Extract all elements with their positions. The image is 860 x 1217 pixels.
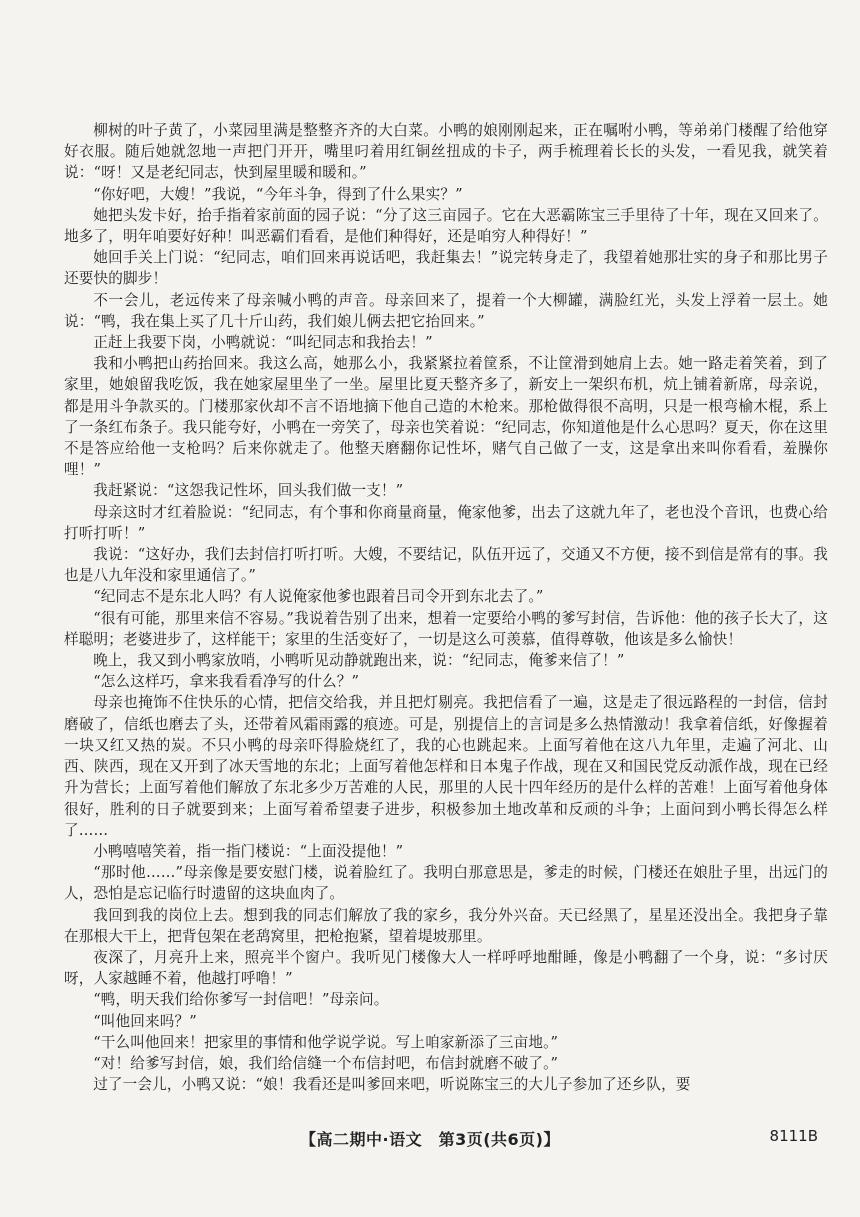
paragraph: “鸭，明天我们给你爹写一封信吧！”母亲问。 [93, 991, 389, 1009]
paragraph: “那时他……”母亲像是要安慰门楼，说着脸红了。我明白那意思是，爹走的时候，门楼还在娘肚子里，出远门的人，恐怕是忘记临行时遗留的这块血肉了。 [64, 864, 828, 903]
paragraph: 我赶紧说：“这怨我记性坏，回头我们做一支！” [93, 482, 404, 500]
article-body [64, 120, 828, 1095]
paragraph: 过了一会儿，小鸭又说：“娘！我看还是叫爹回来吧，听说陈宝三的大儿子参加了还乡队，要 [93, 1076, 691, 1094]
paragraph: 正赶上我要下岗，小鸭就说：“叫纪同志和我抬去！” [93, 334, 433, 352]
paragraph: 柳树的叶子黄了，小菜园里满是整整齐齐的大白菜。小鸭的娘刚刚起来，正在嘱咐小鸭，等弟弟门楼醒了给他穿好衣服。随后她就忽地一声把门开开，嘴里叼着用红铜丝扭成的卡子，两手梳理着长长的头发，一看见我，就笑着说：“呀！又是老纪同志，快到屋里暖和暖和。” [64, 122, 828, 182]
paragraph: “干么叫他回来！把家里的事情和他学说学说。写上咱家新添了三亩地。” [93, 1033, 559, 1051]
exam-code: 8111B [769, 1127, 818, 1145]
paragraph: 母亲也掩饰不住快乐的心情，把信交给我，并且把灯剔亮。我把信看了一遍，这是走了很远路程的一封信，信封磨破了，信纸也磨去了头，还带着风霜雨露的痕迹。可是，别提信上的言词是多么热情激动！我拿着信纸，好像握着一块又红又热的炭。不只小鸭的母亲吓得脸烧红了，我的心也跳起来。上面写着他在这八九年里，走遍了河北、山西、陕西，现在又开到了冰天雪地的东北；上面写着他怎样和日本鬼子作战，现在又和国民党反动派作战，现在已经升为营长；上面写着他们解放了东北多少万苦难的人民，那里的人民十四年经历的是什么样的苦难！上面写着他身体很好，胜利的日子就要到来；上面写着希望妻子进步，积极参加土地改革和反顽的斗争；上面问到小鸭长得怎么样了…… [64, 694, 828, 839]
paragraph: 我和小鸭把山药抬回来。我这么高，她那么小，我紧紧拉着筐系，不让筐滑到她肩上去。她一路走着笑着，到了家里，她娘留我吃饭，我在她家屋里坐了一坐。屋里比夏天整齐多了，新安上一架织布机，炕上铺着新席，母亲说，都是用斗争款买的。门楼那家伙却不言不语地摘下他自己造的木枪来。那枪做得很不高明，只是一根弯榆木棍，系上了一条红布条子。我只能夸好，小鸭在一旁笑了，母亲也笑着说：“纪同志，你知道他是什么心思吗？夏天，你在这里不是答应给他一支枪吗？后来你就走了。他整天磨翻你记性坏，赌气自己做了一支，这是拿出来叫你看看，羞臊你哩！” [64, 355, 828, 479]
paragraph: 不一会儿，老远传来了母亲喊小鸭的声音。母亲回来了，提着一个大柳罐，满脸红光，头发上浮着一层土。她说：“鸭，我在集上买了几十斤山药，我们娘儿俩去把它抬回来。” [64, 291, 828, 330]
paragraph: “很有可能，那里来信不容易。”我说着告别了出来，想着一定要给小鸭的爹写封信，告诉他：他的孩子长大了，这样聪明；老婆进步了，这样能干；家里的生活变好了，一切是这么可羡慕，值得尊敬，他该是多么愉快！ [64, 609, 828, 648]
paragraph: 她把头发卡好，抬手指着家前面的园子说：“分了这三亩园子。它在大恶霸陈宝三手里待了十年，现在又回来了。地多了，明年咱要好好种！叫恶霸们看看，是他们种得好，还是咱穷人种得好！” [64, 206, 828, 246]
paragraph: 我回到我的岗位上去。想到我的同志们解放了我的家乡，我分外兴奋。天已经黑了，星星还没出全。我把身子靠在那根大干上，把背包架在老鸹窝里，把枪抱紧，望着堤坡那里。 [64, 906, 828, 945]
paragraph: 母亲这时才红着脸说：“纪同志，有个事和你商量商量，俺家他爹，出去了这就九年了，老也没个音讯，也费心给打听打听！” [64, 503, 828, 542]
paragraph: “怎么这样巧，拿来我看看净写的什么？” [93, 673, 360, 691]
paragraph: “对！给爹写封信，娘，我们给信缝一个布信封吧，布信封就磨不破了。” [93, 1054, 559, 1072]
page-footer [0, 1127, 860, 1151]
paragraph: 我说：“这好办，我们去封信打听打听。大嫂，不要结记，队伍开远了，交通又不方便，接不到信是常有的事。我也是八九年没和家里通信了。” [64, 546, 828, 585]
paragraph: “叫他回来吗？” [93, 1012, 197, 1030]
paragraph: 晚上，我又到小鸭家放哨，小鸭听见动静就跑出来，说：“纪同志，俺爹来信了！” [93, 652, 625, 670]
paragraph: “你好吧，大嫂！”我说，“今年斗争，得到了什么果实？” [93, 185, 463, 203]
paragraph: “纪同志不是东北人吗？有人说俺家他爹也跟着吕司令开到东北去了。” [93, 588, 544, 606]
page-footer-label: 【高二期中·语文 第3页(共6页)】 [300, 1130, 560, 1149]
paragraph: 她回手关上门说：“纪同志，咱们回来再说话吧，我赶集去！”说完转身走了，我望着她那壮实的身子和那比男子还要快的脚步！ [64, 249, 828, 288]
paragraph: 小鸭嘻嘻笑着，指一指门楼说：“上面没提他！” [93, 842, 404, 860]
paragraph: 夜深了，月亮升上来，照亮半个窗户。我听见门楼像大人一样呼呼地酣睡，像是小鸭翻了一个身，说：“多讨厌呀，人家越睡不着，他越打呼噜！” [64, 948, 828, 988]
